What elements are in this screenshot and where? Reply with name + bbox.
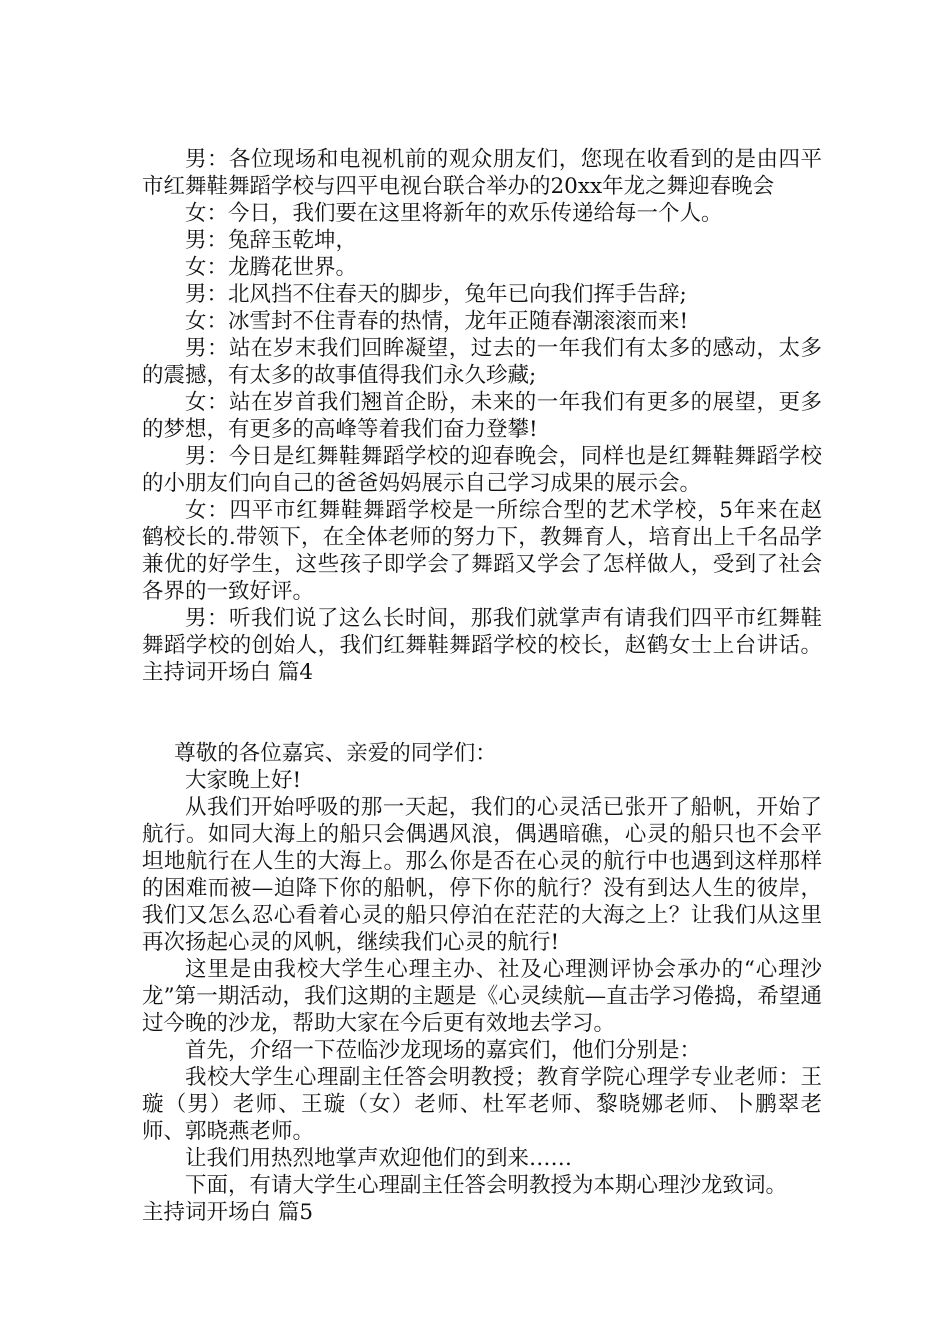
paragraph: 男：各位现场和电视机前的观众朋友们，您现在收看到的是由四平市红舞鞋舞蹈学校与四平电视台联合举办的20xx年龙之舞迎春晚会 [142, 147, 822, 199]
paragraph: 女：龙腾花世界。 [185, 255, 358, 280]
paragraph: 女：今日，我们要在这里将新年的欢乐传递给每一个人。 [185, 201, 723, 226]
paragraph: 我校大学生心理副主任答会明教授；教育学院心理学专业老师：王璇（男）老师、王璇（女）老师、杜军老师、黎晓娜老师、卜鹏翠老师、郭晓燕老师。 [142, 1065, 822, 1144]
paragraph: 让我们用热烈地掌声欢迎他们的到来…… [185, 1146, 573, 1171]
paragraph: 女：站在岁首我们翘首企盼，未来的一年我们有更多的展望，更多的梦想，有更多的高峰等着我们奋力登攀! [142, 390, 822, 442]
paragraph: 男：北风挡不住春天的脚步，兔年已向我们挥手告辞; [185, 282, 687, 307]
section-spacer [142, 686, 822, 740]
paragraph: 女：四平市红舞鞋舞蹈学校是一所综合型的艺术学校，5年来在赵鹤校长的.带领下，在全体老师的努力下，教舞育人，培育出上千名品学兼优的好学生，这些孩子即学会了舞蹈又学会了怎样做人，受到了社会各界的一致好评。 [142, 498, 822, 604]
paragraph: 男：听我们说了这么长时间，那我们就掌声有请我们四平市红舞鞋舞蹈学校的创始人，我们红舞鞋舞蹈学校的校长，赵鹤女士上台讲话。主持词开场白 篇4 [142, 606, 822, 685]
paragraph: 男：兔辞玉乾坤， [185, 228, 358, 253]
script-section-4 [142, 146, 822, 686]
salutation: 尊敬的各位嘉宾、亲爱的同学们： [174, 741, 497, 766]
paragraph: 从我们开始呼吸的那一天起，我们的心灵活已张开了船帆，开始了航行。如同大海上的船只会偶遇风浪，偶遇暗礁，心灵的船只也不会平坦地航行在人生的大海上。那么你是否在心灵的航行中也遇到这样那样的困难而被—迫降下你的船帆，停下你的航行？没有到达人生的彼岸，我们又怎么忍心看着心灵的船只停泊在茫茫的大海之上？让我们从这里再次扬起心灵的风帆，继续我们心灵的航行! [142, 795, 822, 955]
document-page [142, 146, 822, 1226]
paragraph: 下面，有请大学生心理副主任答会明教授为本期心理沙龙致词。 [185, 1173, 788, 1198]
paragraph: 男：今日是红舞鞋舞蹈学校的迎春晚会，同样也是红舞鞋舞蹈学校的小朋友们向自己的爸爸妈妈展示自己学习成果的展示会。 [142, 444, 822, 496]
paragraph: 首先，介绍一下莅临沙龙现场的嘉宾们，他们分别是： [185, 1038, 702, 1063]
paragraph: 大家晚上好! [185, 768, 302, 793]
section-heading: 主持词开场白 篇5 [142, 1200, 314, 1225]
paragraph: 男：站在岁末我们回眸凝望，过去的一年我们有太多的感动，太多的震撼，有太多的故事值得我们永久珍藏; [142, 336, 822, 388]
paragraph: 这里是由我校大学生心理主办、社及心理测评协会承办的“心理沙龙”第一期活动，我们这期的主题是《心灵续航—直击学习倦捣，希望通过今晚的沙龙，帮助大家在今后更有效地去学习。 [142, 957, 822, 1036]
paragraph: 女：冰雪封不住青春的热情，龙年正随春潮滚滚而来! [185, 309, 689, 334]
script-section-5 [142, 740, 822, 1226]
